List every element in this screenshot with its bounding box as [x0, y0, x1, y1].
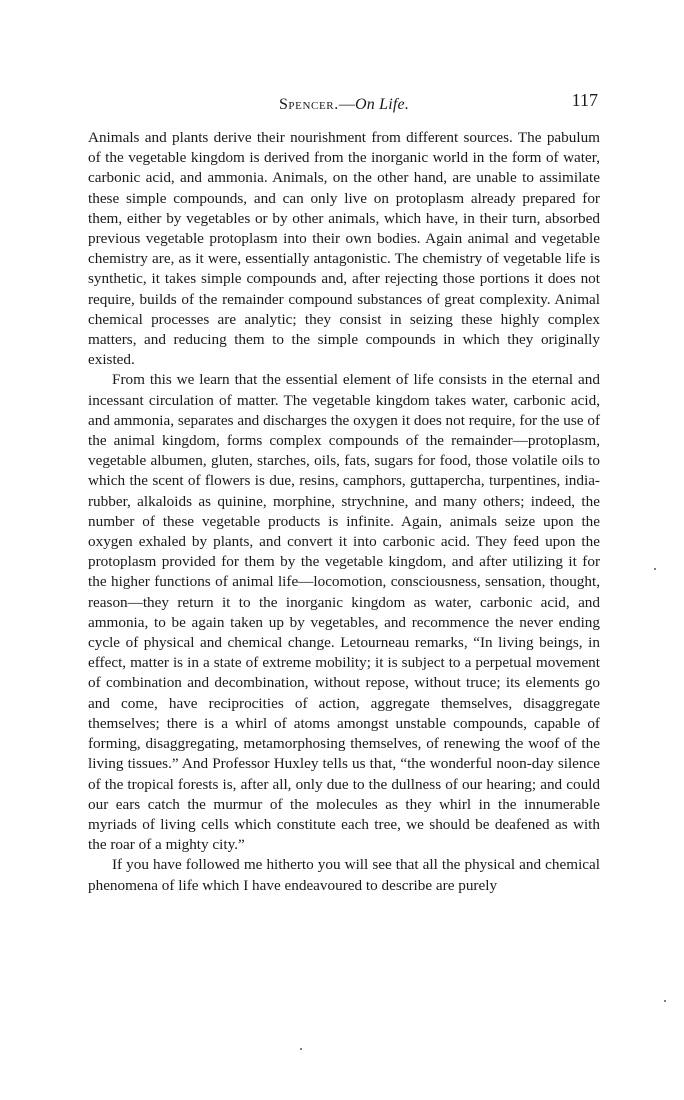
running-head	[88, 90, 600, 120]
paper-speck	[664, 1000, 666, 1002]
paragraph-3: If you have followed me hitherto you will see that all the physical and chemical phenomena of life which I have endeavoured to describe are purely	[88, 856, 600, 894]
paper-speck	[300, 1048, 302, 1050]
running-title	[88, 96, 600, 114]
paper-speck	[654, 568, 656, 570]
author-name: Spencer.	[278, 96, 339, 113]
article-title: On Life.	[355, 96, 410, 113]
body-text	[88, 128, 600, 896]
title-dash: —	[338, 96, 356, 113]
page-number: 117	[571, 90, 598, 110]
paragraph-1: Animals and plants derive their nourishment from different sources. The pabulum of the vegetable kingdom is derived from the inorganic world in the form of water, carbonic acid, and ammonia. Animals, on the other hand, are unable to assimilate these simple compounds, and can only live on protoplasm already prepared for them, either by vegetables or by other animals, which have, in their turn, absorbed previous vegetable protoplasm into their own bodies. Again animal and vegetable chemistry are, as it were, essentially antagonistic. The chemistry of vegetable life is synthetic, it takes simple compounds and, after rejecting those portions it does not require, builds of the remainder compound substances of great complexity. Animal chemical processes are analytic; they consist in seizing these highly complex matters, and reducing them to the simple compounds in which they originally existed.	[88, 129, 600, 369]
paragraph-2: From this we learn that the essential element of life consists in the eternal and incessant circulation of matter. The vegetable kingdom takes water, carbonic acid, and ammonia, separates and discharges the oxygen it does not require, for the use of the animal kingdom, forms complex compounds of the remainder—protoplasm, vegetable albumen, gluten, starches, oils, fats, sugars for food, those volatile oils to which the scent of flowers is due, resins, camphors, guttapercha, turpentines, india-rubber, alkaloids as quinine, morphine, strychnine, and many others; indeed, the number of these vegetable products is infinite. Again, animals seize upon the oxygen exhaled by plants, and convert it into carbonic acid. They feed upon the protoplasm provided for them by the vegetable kingdom, and after utilizing it for the higher functions of animal life—locomotion, consciousness, sensation, thought, reason—they return it to the inorganic kingdom as water, carbonic acid, and ammonia, to be again taken up by vegetables, and recommence the never ending cycle of physical and chemical change. Letourneau remarks, “In living beings, in effect, matter is in a state of extreme mobility; it is subject to a perpetual movement of combination and decombination, without repose, without truce; its elements go and come, have reciprocities of action, aggregate themselves, disaggregate themselves; there is a whirl of atoms amongst unstable compounds, capable of forming, disaggregating, metamorphosing themselves, of renewing the woof of the living tissues.” And Professor Huxley tells us that, “the wonderful noon-day silence of the tropical forests is, after all, only due to the dullness of our hearing; and could our ears catch the murmur of the molecules as they whirl in the innumerable myriads of living cells which constitute each tree, we should be deafened as with the roar of a mighty city.”	[88, 371, 600, 854]
